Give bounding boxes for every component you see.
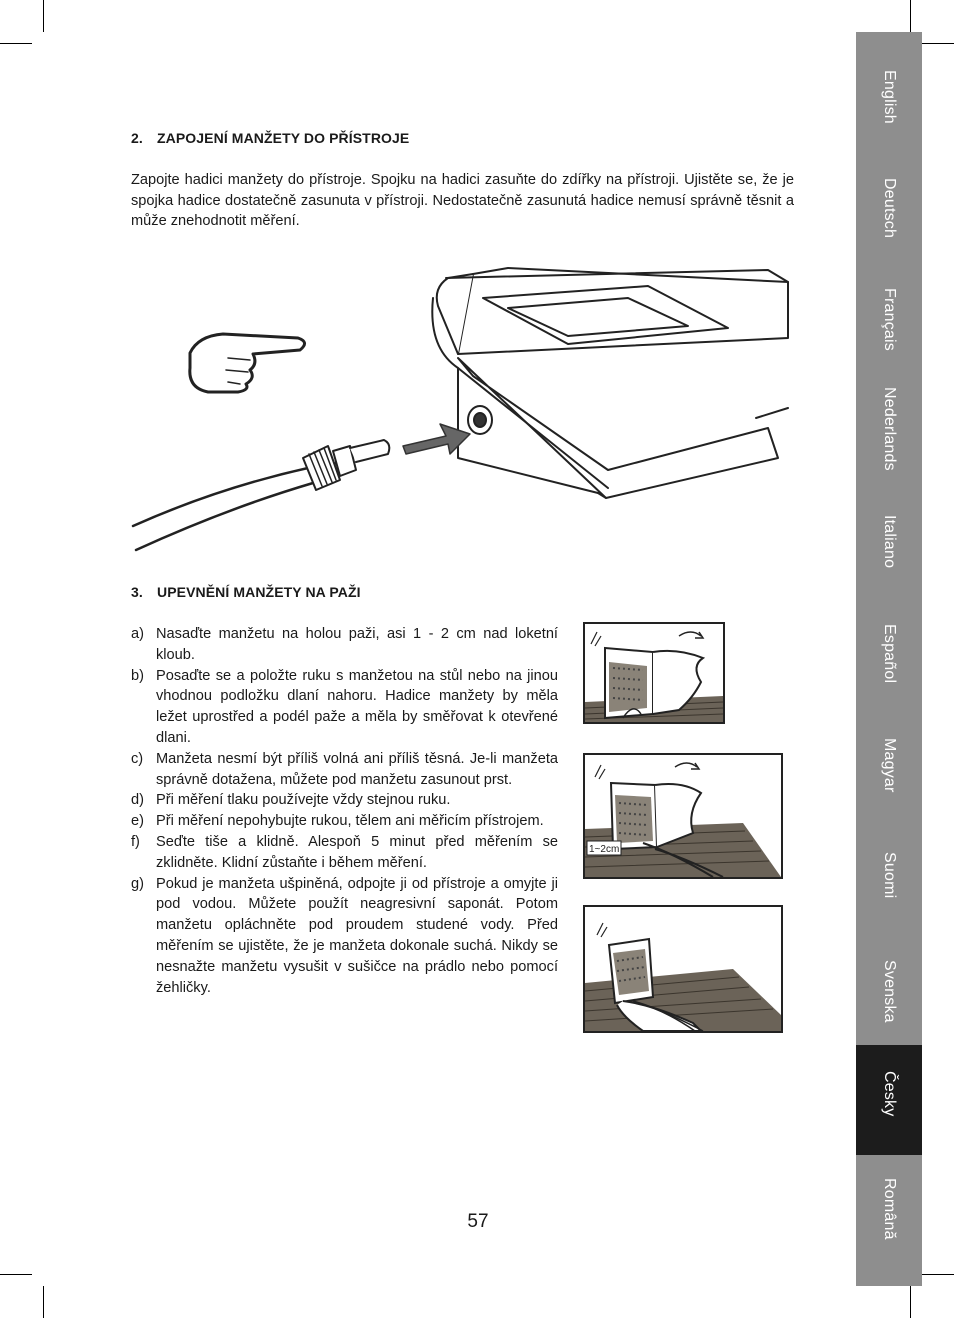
list-text: Seďte tiše a klidně. Alespoň 5 minut před měřením se zklidněte. Klidní zůstaňte i během měření. — [156, 833, 558, 871]
crop-mark — [922, 43, 954, 44]
language-label: Česky — [881, 1071, 898, 1117]
crop-mark — [0, 43, 32, 44]
list-text: Při měření nepohybujte rukou, tělem ani měřicím přístrojem. — [156, 813, 544, 830]
list-marker: b) — [131, 667, 144, 684]
list-marker: g) — [131, 875, 144, 892]
section-title: UPEVNĚNÍ MANŽETY NA PAŽI — [157, 584, 361, 600]
list-marker: d) — [131, 792, 144, 809]
language-tab-strip — [856, 32, 922, 1286]
language-tab-italiano[interactable] — [856, 509, 922, 609]
cuff-step-3-illustration — [583, 905, 783, 1033]
list-item — [131, 874, 558, 999]
language-tab-magyar[interactable] — [856, 732, 922, 832]
section-number: 3. — [131, 584, 143, 600]
section-3-heading — [131, 584, 361, 600]
section-2-heading — [131, 130, 409, 146]
language-tab-romana[interactable] — [856, 1172, 922, 1272]
list-text: Pokud je manžeta ušpiněná, odpojte ji od přístroje a omyjte ji pod vodou. Můžete použít neagresivní saponát. Potom manžetu opláchněte pod proudem studené vody. Před měřením se ujistěte, že je manžeta dokonale suchá. Nikdy se nesnažte manžetu vysušit v sušičce na prádlo nebo pomocí žehličky. — [156, 875, 558, 996]
section-number: 2. — [131, 130, 143, 146]
connector-illustration — [128, 258, 798, 563]
list-text: Manžeta nesmí být příliš volná ani příliš těsná. Je-li manžeta správně dotažena, můžete pod manžetu zasunout prst. — [156, 750, 558, 788]
crop-mark — [43, 1286, 44, 1318]
language-tab-francais[interactable] — [856, 282, 922, 382]
language-tab-english[interactable] — [856, 64, 922, 164]
list-marker: c) — [131, 750, 144, 767]
instruction-list — [131, 624, 558, 998]
section-title: ZAPOJENÍ MANŽETY DO PŘÍSTROJE — [157, 130, 410, 146]
section-2-paragraph: Zapojte hadici manžety do přístroje. Spojku na hadici zasuňte do zdířky na přístroji. Ujistěte se, že je spojka hadice dostatečně zasunuta v přístroji. Nedostatečně zasunutá hadice nemusí správně těsnit a může znehodnotit měření. — [131, 172, 794, 229]
list-item — [131, 666, 558, 749]
language-label: English — [881, 70, 898, 124]
crop-mark — [922, 1274, 954, 1275]
crop-mark — [910, 0, 911, 32]
list-text: Posaďte se a položte ruku s manžetou na stůl nebo na jinou vhodnou podložku dlaní nahoru. Hadice manžety by měla ležet uprostřed a podél paže a měla by směřovat k otevřené dlani. — [156, 667, 558, 746]
list-item — [131, 749, 558, 791]
language-label: Español — [881, 624, 898, 684]
list-marker: e) — [131, 813, 144, 830]
list-marker: a) — [131, 626, 144, 642]
language-label: Nederlands — [881, 387, 898, 471]
language-tab-deutsch[interactable] — [856, 172, 922, 272]
cuff-step-1-illustration — [583, 622, 725, 724]
crop-mark — [910, 1286, 911, 1318]
crop-mark — [0, 1274, 32, 1275]
language-label: Română — [881, 1178, 898, 1240]
list-item — [131, 790, 558, 811]
language-label: Italiano — [881, 515, 898, 569]
list-item — [131, 624, 558, 666]
list-marker: f) — [131, 833, 140, 850]
language-tab-nederlands[interactable] — [856, 381, 922, 491]
language-tab-suomi[interactable] — [856, 846, 922, 946]
language-label: Magyar — [881, 738, 898, 793]
measurement-label: 1~2cm — [589, 844, 620, 855]
cuff-step-2-illustration — [583, 753, 783, 879]
page-number: 57 — [467, 1211, 489, 1232]
crop-mark — [43, 0, 44, 32]
list-item — [131, 811, 558, 832]
list-item — [131, 832, 558, 874]
language-label: Français — [881, 288, 898, 351]
language-label: Suomi — [881, 852, 898, 899]
language-tab-cesky[interactable] — [856, 1045, 922, 1155]
list-text: Při měření tlaku používejte vždy stejnou ruku. — [156, 792, 451, 809]
language-label: Svenska — [881, 960, 898, 1023]
language-tab-espanol[interactable] — [856, 618, 922, 718]
list-text: Nasaďte manžetu na holou paži, asi 1 - 2 cm nad loketní kloub. — [156, 626, 558, 663]
language-label: Deutsch — [881, 178, 898, 239]
language-tab-svenska[interactable] — [856, 954, 922, 1054]
